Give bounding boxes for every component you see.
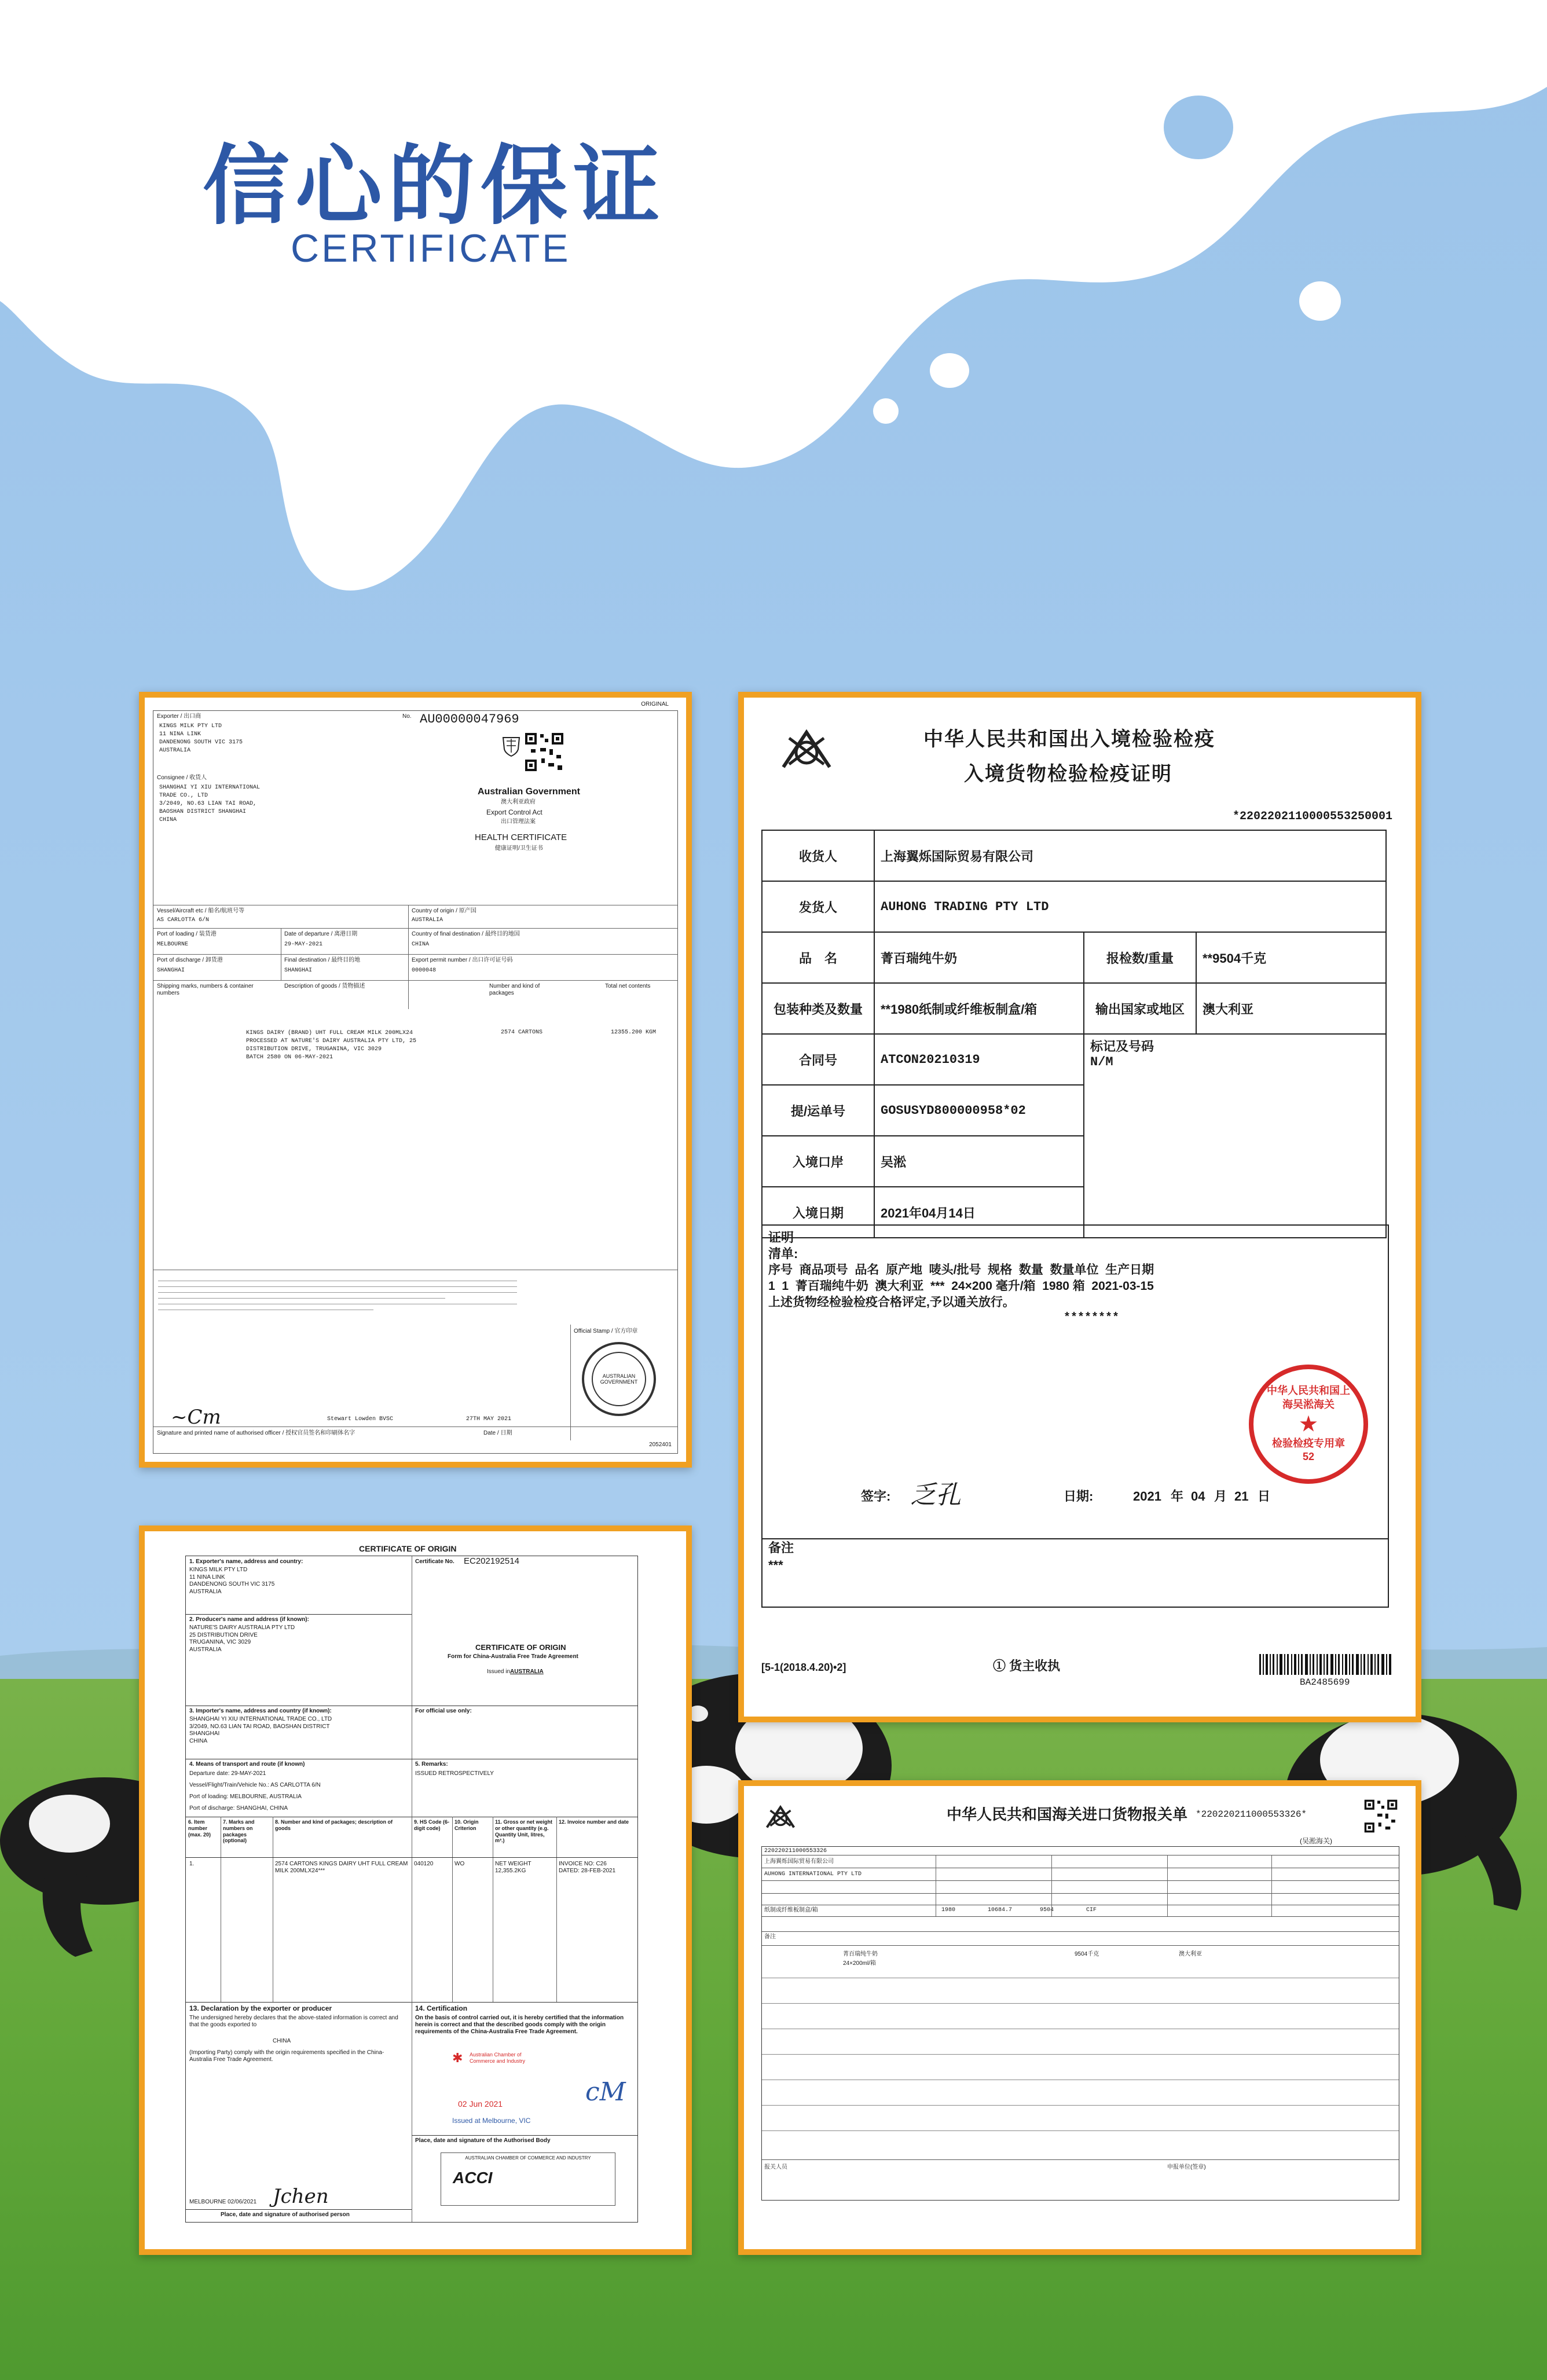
exporter-label: Exporter / 出口商 [157,713,201,720]
bl-value: GOSUSYD800000958*02 [874,1085,1084,1136]
page-subtitle: CERTIFICATE [291,226,571,270]
date-sign-label: 日期: [1064,1489,1094,1503]
form-no: [5-1(2018.4.20)•2] [761,1662,846,1673]
cert-no: AU00000047969 [420,712,519,727]
cert-text: On the basis of control carried out, it is hereby certified that the information herein is correct and that the described goods comply with the origin requirements of the China-Australia Free Trade Agreement. [415,2015,624,2035]
remarks-value: ISSUED RETROSPECTIVELY [415,1770,494,1777]
port-value: 吴淞 [874,1136,1084,1187]
contract-label: 合同号 [762,1034,874,1085]
cert-no-label: No. [402,713,412,720]
splash-drop [930,353,969,388]
customs-footer-2: 申报单位(签章) [1167,2164,1206,2170]
original-label: ORIGINAL [641,701,669,707]
country-value: 澳大利亚 [1196,983,1386,1034]
list-title: 清单: [768,1246,798,1261]
customs-net: 9504 [1040,1907,1054,1913]
item-value: 1. [189,1861,195,1867]
quarantine-title-1: 中华人民共和国出入境检验检疫 [923,728,1215,750]
col-item: 6. Item number (max. 20) [188,1819,211,1838]
pack-value: **1980纸制或纤维板制盒/箱 [874,983,1084,1034]
desc-label: Description of goods / 货物描述 [284,983,365,989]
sign-month: 04 [1191,1489,1205,1503]
conclusion: 上述货物经检验检疫合格评定,予以通关放行。 [768,1296,1015,1309]
issued-at: Issued at Melbourne, VIC [452,2117,531,2125]
quarantine-certificate [738,692,1421,1722]
transport-label: 4. Means of transport and route (if known) [189,1761,305,1767]
decl-country: CHINA [273,2038,291,2044]
vessel-value: Vessel/Flight/Train/Vehicle No.: AS CARLOTTA 6/N [189,1782,321,1788]
remarks-value: *** [768,1558,783,1572]
list-row: 1 1 菁百瑞纯牛奶 澳大利亚 *** 24×200 毫升/箱 1980 箱 2021-03-15 [768,1279,1154,1293]
marks-label: 标记及号码 [1090,1039,1154,1054]
chamber-name: Australian Chamber of Commerce and Industry [470,2052,526,2064]
footer-number: 2052401 [649,1442,672,1448]
producer-value: NATURE'S DAIRY AUSTRALIA PTY LTD 25 DISTRIBUTION DRIVE TRUGANINA, VIC 3029 AUSTRALIA [189,1624,295,1653]
packages-value: 2574 CARTONS [501,1029,543,1036]
net-value: 12355.200 KGM [611,1029,657,1036]
issued-label: Issued in [487,1668,511,1675]
producer-label: 2. Producer's name and address (if known): [189,1616,309,1623]
sign-label: Place, date and signature of authorised person [221,2212,350,2218]
customs-footer-label: 报关人员 [764,2164,787,2170]
co-sub: Form for China-Australia Free Trade Agreement [448,1653,578,1660]
declaration-text [158,1275,517,1345]
customs-unit: (吴淞海关) [1300,1837,1332,1845]
qr-code-icon [524,732,564,772]
bl-label: 提/运单号 [762,1085,874,1136]
port-label: 入境口岸 [762,1136,874,1187]
decl-text: The undersigned hereby declares that the above-stated information is correct and that the goods exported to [189,2015,398,2028]
day-unit: 日 [1258,1489,1271,1503]
sign-day: 21 [1234,1489,1249,1503]
sign-date: 27TH MAY 2021 [466,1416,512,1422]
decl-text-2: (Importing Party) comply with the origin requirements specified in the China-Australia Free Trade Agreement. [189,2049,384,2063]
cert-no-label: Certificate No. [415,1558,454,1565]
dest-country-value: CHINA [412,941,430,948]
marks-cell [1084,1034,1386,1238]
chamber-star-icon: ✱ [452,2051,463,2065]
remarks-label: 备注 [768,1541,794,1555]
port-discharge-label: Port of discharge / 卸货港 [157,957,223,963]
customs-form [761,1846,1399,2201]
copy-label: ① 货主收执 [993,1659,1061,1673]
stamp-star-icon: ★ [1299,1413,1318,1435]
shipper-value: AUHONG TRADING PTY LTD [874,881,1386,932]
customs-remark-label: 备注 [764,1934,776,1940]
date-label: Date / 日期 [483,1430,512,1436]
origin-value: AUSTRALIA [412,917,443,923]
net-label: Total net contents [605,983,651,989]
consignee-value: SHANGHAI YI XIU INTERNATIONAL TRADE CO., LTD 3/2049, NO.63 LIAN TAI ROAD, BAOSHAN DISTRICT SHANGHAI CHINA [159,784,261,823]
customs-gross: 10684.7 [988,1907,1013,1913]
date-label: 入境日期 [762,1187,874,1238]
final-dest-label: Final destination / 最终目的地 [284,957,361,963]
consignee-label: 收货人 [762,830,874,881]
customs-shipper: AUHONG INTERNATIONAL PTY LTD [764,1871,862,1877]
official-stamp: AUSTRALIAN GOVERNMENT [582,1342,656,1416]
departure-value: 29-MAY-2021 [284,941,323,948]
cert-no-value: EC202192514 [464,1556,519,1566]
quarantine-signature: 乏孔 [910,1480,961,1510]
product-label: 品 名 [762,932,874,983]
vessel-value: AS CARLOTTA 6/N [157,917,210,923]
exporter-value: KINGS MILK PTY LTD 11 NINA LINK DANDENONG SOUTH VIC 3175 AUSTRALIA [159,723,243,754]
marks-value: N/M [1090,1055,1113,1069]
origin-title: CERTIFICATE OF ORIGIN [359,1544,457,1553]
cert-title: HEALTH CERTIFICATE [475,833,567,842]
exporter-signature: Jchen [273,2185,329,2208]
signature: ~Cm [171,1406,221,1429]
port-discharge-value: SHANGHAI [157,967,185,974]
exporter-label: 1. Exporter's name, address and country: [189,1558,303,1565]
page-title: 信心的保证 [203,136,666,237]
cert-label: 14. Certification [415,2004,468,2012]
issued-value: AUSTRALIA [510,1668,544,1675]
quarantine-cert-no: *2202202110000553250001 [1232,810,1392,823]
col-criterion: 10. Origin Criterion [454,1819,479,1831]
sign-label: 签字: [861,1489,891,1503]
invoice-value: INVOICE NO: C26 DATED: 28-FEB-2021 [559,1861,616,1874]
hs-value: 040120 [414,1861,434,1867]
exporter-value: KINGS MILK PTY LTD 11 NINA LINK DANDENONG SOUTH VIC 3175 AUSTRALIA [189,1567,275,1595]
discharge-value: Port of discharge: SHANGHAI, CHINA [189,1805,288,1811]
decl-label: 13. Declaration by the exporter or producer [189,2004,332,2012]
marks-label: Shipping marks, numbers & container numbers [157,983,254,996]
port-loading-label: Port of loading / 装货港 [157,931,217,937]
permit-value: 0000048 [412,967,437,974]
month-unit: 月 [1214,1489,1227,1503]
customs-emblem-icon [760,1800,801,1835]
quarantine-title-2: 入境货物检验检疫证明 [964,763,1172,785]
vessel-label: Vessel/Aircraft etc / 船名/航班号等 [157,908,245,914]
customs-spec: 24×200ml/箱 [843,1960,876,1967]
act-name: Export Control Act [486,808,542,816]
customs-declaration [738,1780,1421,2255]
port-loading-value: MELBOURNE [157,941,189,948]
co-title: CERTIFICATE OF ORIGIN [475,1643,566,1652]
act-name-zh: 出口管理法案 [501,819,536,825]
origin-certificate [139,1525,692,2255]
splash-drop [376,292,423,339]
weight-label: 报检数/重量 [1084,932,1196,983]
customs-pack: 纸制或纤维板制盒/箱 [764,1907,818,1913]
stamp-label: Official Stamp / 官方印章 [574,1328,638,1334]
col-hs: 9. HS Code (6-digit code) [414,1819,450,1831]
customs-goods: 菁百瑞纯牛奶 [843,1951,878,1957]
splash-drop [873,398,899,424]
weight-value: **9504千克 [1196,932,1386,983]
remarks-box [761,1537,1389,1608]
customs-title: 中华人民共和国海关进口货物报关单 [947,1806,1188,1823]
shipper-label: 发货人 [762,881,874,932]
splash-drop [302,368,346,402]
departure-label: Date of departure / 离港日期 [284,931,358,937]
contract-value: ATCON20210319 [874,1034,1084,1085]
signer-name: Stewart Lowden BVSC [327,1416,394,1422]
cert-date: 02 Jun 2021 [458,2099,503,2108]
sign-place: MELBOURNE 02/06/2021 [189,2199,257,2205]
loading-value: Port of loading: MELBOURNE, AUSTRALIA [189,1794,302,1800]
gov-name: Australian Government [478,787,580,797]
origin-label: Country of origin / 原产国 [412,908,476,914]
dest-country-label: Country of final destination / 最终目的地国 [412,931,520,937]
barcode-icon [1259,1654,1392,1675]
col-desc: 8. Number and kind of packages; description of goods [275,1819,393,1831]
customs-doc-no: 220220211000553326 [764,1848,827,1854]
product-value: 菁百瑞纯牛奶 [874,932,1084,983]
remarks-label: 5. Remarks: [415,1761,448,1767]
cert-title-zh: 健康证明/卫生证书 [495,845,543,852]
packages-label: Number and kind of packages [489,983,540,996]
importer-label: 3. Importer's name, address and country (if known): [189,1708,332,1714]
list-header: 序号 商品项号 品名 原产地 唛头/批号 规格 数量 数量单位 生产日期 [768,1263,1154,1277]
customs-pieces: 1980 [941,1907,956,1913]
place-label: Place, date and signature of the Authorised Body [415,2137,551,2144]
splash-drop [1299,281,1341,321]
health-certificate [139,692,692,1468]
customs-currency: CIF [1086,1907,1097,1913]
goods-value: KINGS DAIRY (BRAND) UHT FULL CREAM MILK 200MLX24 PROCESSED AT NATURE'S DAIRY AUSTRALIA PTY LTD, 25 DISTRIBUTION DRIVE, TRUGANINA, VIC 3029 BATCH 2580 ON 06-MAY-2021 [246,1030,417,1061]
col-invoice: 12. Invoice number and date [559,1819,629,1825]
consignee-label: Consignee / 收货人 [157,775,207,781]
customs-emblem-icon [772,721,841,779]
chamber-signature: cM [585,2077,626,2107]
customs-barcode-no: *220220211000553326* [1196,1809,1307,1820]
australian-crest-icon [501,734,522,757]
acci-box: AUSTRALIAN CHAMBER OF COMMERCE AND INDUSTRY ACCI [441,2152,615,2206]
certification-box [761,1224,1389,1539]
col-marks: 7. Marks and numbers on packages (optional) [223,1819,255,1844]
customs-qty: 9504千克 [1075,1951,1099,1957]
date-value: 2021年04月14日 [874,1187,1084,1238]
desc-value: 2574 CARTONS KINGS DAIRY UHT FULL CREAM MILK 200MLX24*** [275,1861,408,1874]
importer-value: SHANGHAI YI XIU INTERNATIONAL TRADE CO., LTD 3/2049, NO.63 LIAN TAI ROAD, BAOSHAN DISTRICT SHANGHAI CHINA [189,1716,332,1744]
stars: ******** [1064,1311,1120,1325]
year-unit: 年 [1171,1489,1184,1503]
body-title: 证明 [768,1230,794,1245]
final-dest-value: SHANGHAI [284,967,313,974]
sig-label: Signature and printed name of authorised officer / 授权官员签名和印刷体名字 [157,1430,355,1436]
gov-name-zh: 澳大利亚政府 [501,799,536,805]
country-label: 输出国家或地区 [1084,983,1196,1034]
splash-hole [1164,96,1233,159]
col-qty: 11. Gross or net weight or other quantity (e.g. Quantity Unit, litres, m³.) [495,1819,553,1844]
criterion-value: WO [454,1861,465,1867]
quarantine-stamp: 中华人民共和国上海吴淞海关 ★ 检验检疫专用章 52 [1249,1365,1368,1484]
official-label: For official use only: [415,1708,472,1714]
quarantine-table [761,830,1387,1238]
consignee-value: 上海翼烁国际贸易有限公司 [874,830,1386,881]
barcode-number: BA2485699 [1300,1677,1350,1688]
customs-origin: 澳大利亚 [1179,1951,1202,1957]
qty-value: NET WEIGHT 12,355.2KG [495,1861,531,1874]
origin-form [185,1556,638,2223]
pack-label: 包装种类及数量 [762,983,874,1034]
qr-code-icon [1363,1799,1398,1833]
acci-logo: ACCI [453,2169,493,2187]
departure-value: Departure date: 29-MAY-2021 [189,1770,266,1777]
permit-label: Export permit number / 出口许可证号码 [412,957,513,963]
customs-consignee: 上海翼烁国际贸易有限公司 [764,1858,834,1865]
sign-year: 2021 [1133,1489,1161,1503]
